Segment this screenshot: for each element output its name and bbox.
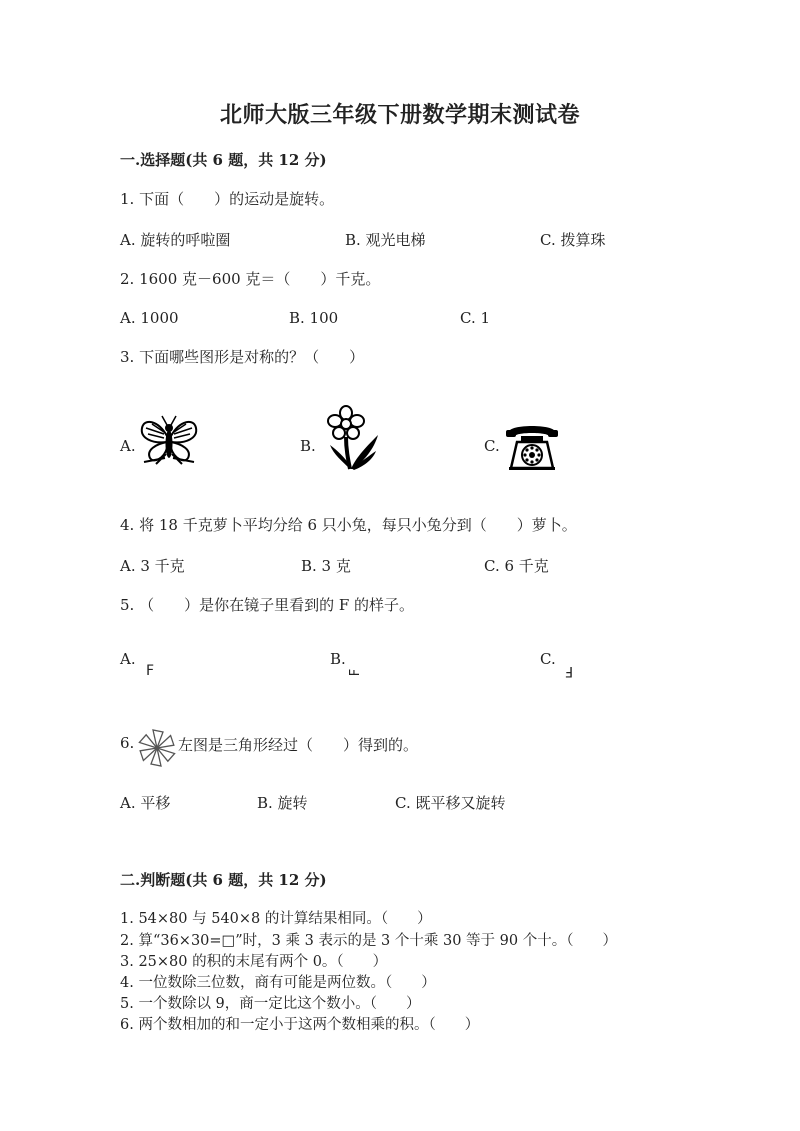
pinwheel-icon (138, 727, 176, 769)
q1-option-a[interactable]: A. 旋转的呼啦圈 (120, 231, 231, 249)
butterfly-icon (138, 414, 200, 466)
q4-option-b[interactable]: B. 3 克 (301, 557, 351, 575)
q4-option-c[interactable]: C. 6 千克 (484, 557, 549, 575)
question-6: 左图是三角形经过（ ）得到的。 (178, 736, 419, 754)
section1-heading: 一.选择题(共 6 题，共 12 分) (120, 151, 327, 169)
question-2: 2. 1600 克－600 克＝（ ）千克。 (120, 270, 381, 288)
q5-f-glyph-c: F (565, 663, 574, 679)
judge-item-3: 3. 25×80 的积的末尾有两个 0。（ ） (120, 954, 388, 970)
q4-option-a[interactable]: A. 3 千克 (120, 557, 185, 575)
q6-option-a[interactable]: A. 平移 (120, 794, 171, 812)
q5-option-b[interactable]: B. (330, 650, 346, 668)
q3-option-a[interactable]: A. (120, 437, 136, 455)
q3-option-b[interactable]: B. (300, 437, 316, 455)
question-5: 5. （ ）是你在镜子里看到的 F 的样子。 (120, 596, 415, 614)
q2-option-c[interactable]: C. 1 (460, 309, 491, 327)
judge-item-1: 1. 54×80 与 540×8 的计算结果相同。（ ） (120, 911, 432, 927)
q6-option-b[interactable]: B. 旋转 (257, 794, 308, 812)
question-3: 3. 下面哪些图形是对称的？（ ） (120, 348, 365, 366)
q3-option-c[interactable]: C. (484, 437, 500, 455)
q2-option-a[interactable]: A. 1000 (120, 309, 179, 327)
q5-f-glyph-a: F (146, 663, 155, 679)
q6-option-c[interactable]: C. 既平移又旋转 (395, 794, 506, 812)
q5-option-a[interactable]: A. (120, 650, 136, 668)
section2-heading: 二.判断题(共 6 题，共 12 分) (120, 871, 327, 889)
question-1: 1. 下面（ ）的运动是旋转。 (120, 190, 335, 208)
judge-item-6: 6. 两个数相加的和一定小于这两个数相乘的积。（ ） (120, 1017, 480, 1033)
question-4: 4. 将 18 千克萝卜平均分给 6 只小兔，每只小兔分到（ ）萝卜。 (120, 516, 577, 534)
telephone-icon (503, 420, 561, 472)
judge-item-4: 4. 一位数除三位数，商有可能是两位数。（ ） (120, 975, 436, 991)
page-title: 北师大版三年级下册数学期末测试卷 (219, 102, 580, 128)
question-6-number: 6. (120, 734, 135, 752)
judge-item-2: 2. 算“36×30=□”时，3 乘 3 表示的是 3 个十乘 30 等于 90 个十。（ ） (120, 933, 617, 949)
flower-icon (320, 405, 382, 471)
q2-option-b[interactable]: B. 100 (289, 309, 339, 327)
q1-option-c[interactable]: C. 拨算珠 (540, 231, 606, 249)
q5-f-glyph-b: F (348, 668, 364, 677)
q5-option-c[interactable]: C. (540, 650, 556, 668)
judge-item-5: 5. 一个数除以 9，商一定比这个数小。（ ） (120, 996, 421, 1012)
q1-option-b[interactable]: B. 观光电梯 (345, 231, 426, 249)
